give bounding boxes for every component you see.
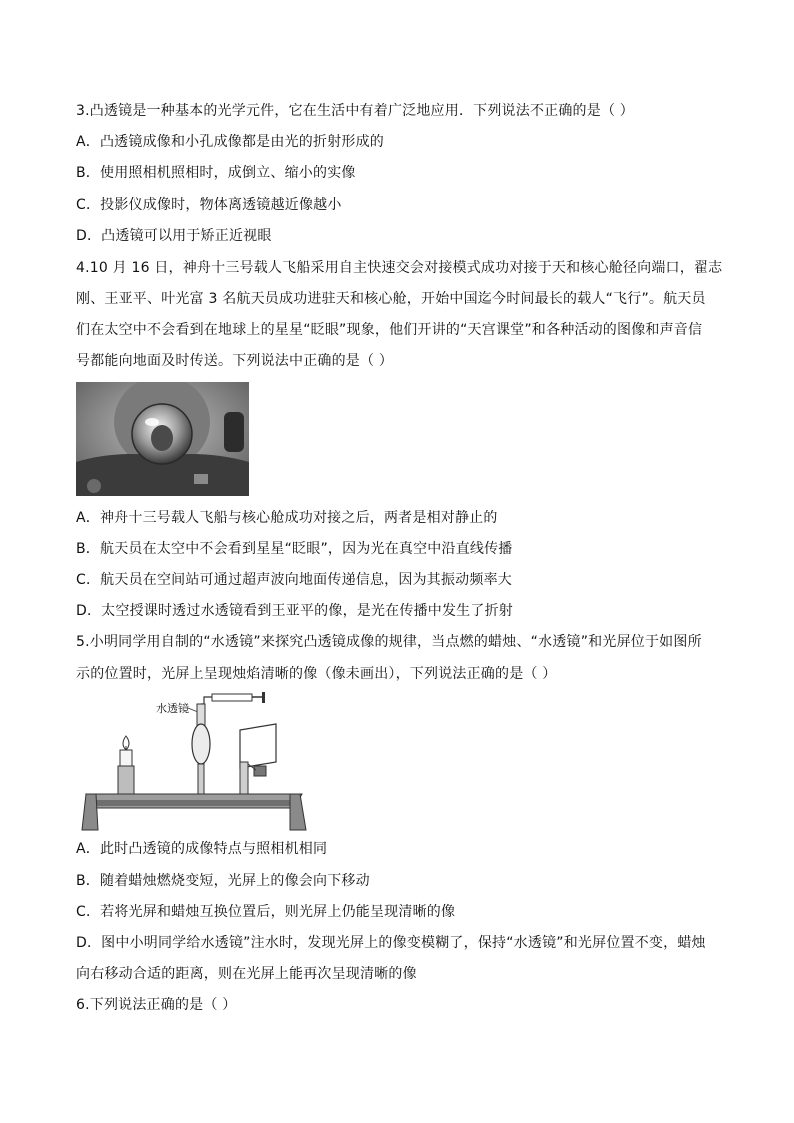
q5-option-d: D．图中小明同学给水透镜”注水时，发现光屏上的像变模糊了，保持“水透镜”和光屏位置不变，蜡烛 xyxy=(76,935,706,951)
q4-option-b: B．航天员在太空中不会看到星星“眨眼”，因为光在真空中沿直线传播 xyxy=(76,541,513,557)
q3-stem: 3.凸透镜是一种基本的光学元件，它在生活中有着广泛地应用．下列说法不正确的是（ ） xyxy=(76,103,635,119)
q5-stem-line-1: 5.小明同学用自制的“水透镜”来探究凸透镜成像的规律，当点燃的蜡烛、“水透镜”和光屏位于如图所 xyxy=(76,634,702,650)
q5-option-b: B．随着蜡烛燃烧变短，光屏上的像会向下移动 xyxy=(76,873,370,889)
q4-stem-line-3: 们在太空中不会看到在地球上的星星“眨眼”现象，他们开讲的“天宫课堂”和各种活动的图像和声音信 xyxy=(76,322,703,338)
q4-option-a: A．神舟十三号载人飞船与核心舱成功对接之后，两者是相对静止的 xyxy=(76,510,498,526)
q4-stem-line-1: 4.10 月 16 日，神舟十三号载人飞船采用自主快速交会对接模式成功对接于天和核心舱径向端口，翟志 xyxy=(76,260,723,276)
q4-option-c: C．航天员在空间站可通过超声波向地面传递信息，因为其振动频率大 xyxy=(76,572,512,588)
q5-option-a: A．此时凸透镜的成像特点与照相机相同 xyxy=(76,841,328,857)
q3-option-a: A．凸透镜成像和小孔成像都是由光的折射形成的 xyxy=(76,134,384,150)
q5-stem-line-2: 示的位置时，光屏上呈现烛焰清晰的像（像未画出），下列说法正确的是（ ） xyxy=(76,666,557,682)
optical-bench-figure xyxy=(76,690,308,836)
q4-option-d: D．太空授课时透过水透镜看到王亚平的像，是光在传播中发生了折射 xyxy=(76,603,513,619)
astronaut-water-lens-photo xyxy=(76,382,249,496)
q6-stem: 6.下列说法正确的是（ ） xyxy=(76,997,237,1013)
q5-option-d-continued: 向右移动合适的距离，则在光屏上能再次呈现清晰的像 xyxy=(76,966,417,982)
q3-option-c: C．投影仪成像时，物体离透镜越近像越小 xyxy=(76,197,342,213)
q4-stem-line-4: 号都能向地面及时传送。下列说法中正确的是（ ） xyxy=(76,353,394,369)
q4-stem-line-2: 刚、王亚平、叶光富 3 名航天员成功进驻天和核心舱，开始中国迄今时间最长的载人“飞行”。航天员 xyxy=(76,291,706,307)
q3-option-b: B．使用照相机照相时，成倒立、缩小的实像 xyxy=(76,165,356,181)
q3-option-d: D．凸透镜可以用于矫正近视眼 xyxy=(76,228,272,244)
q5-option-c: C．若将光屏和蜡烛互换位置后，则光屏上仍能呈现清晰的像 xyxy=(76,904,456,920)
water-lens-label: 水透镜 xyxy=(156,702,189,715)
